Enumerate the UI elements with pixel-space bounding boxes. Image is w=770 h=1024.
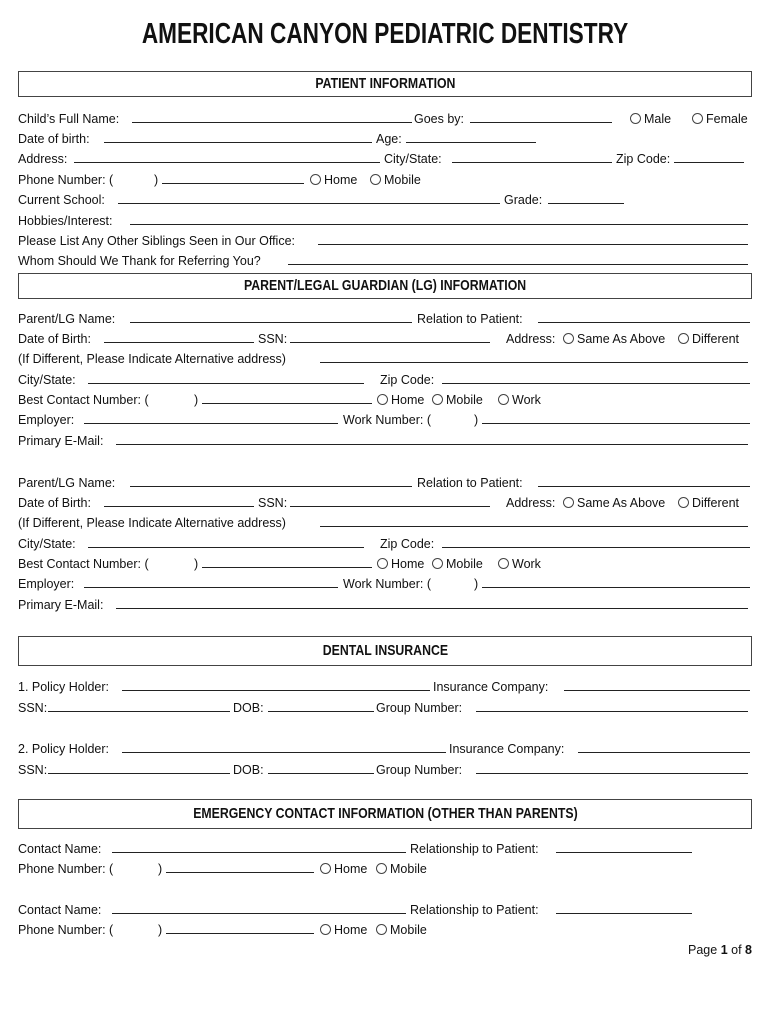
child-zip-field[interactable] <box>674 150 744 163</box>
row-address: Address: City/State: Zip Code: <box>18 150 752 168</box>
parent2-home-option[interactable]: Home <box>377 555 424 573</box>
home-radio-icon[interactable] <box>310 174 321 185</box>
current-school-field[interactable] <box>118 191 500 204</box>
row-parent1-contact: Best Contact Number: ( ) Home Mobile Work <box>18 393 541 407</box>
row-siblings: Please List Any Other Siblings Seen in Our Office: <box>18 232 752 250</box>
policy1-holder-field[interactable] <box>122 678 430 691</box>
mobile-radio-icon[interactable] <box>376 863 387 874</box>
parent2-dob-field[interactable] <box>104 494 254 507</box>
hobbies-field[interactable] <box>130 212 748 225</box>
mobile-radio-icon[interactable] <box>432 394 443 405</box>
row-parent2-employer: Employer: Work Number: ( ) <box>18 575 752 593</box>
emergency1-name-field[interactable] <box>112 840 406 853</box>
row-parent1-city: City/State: Zip Code: <box>18 371 752 389</box>
row-policy2-ids: SSN: DOB: Group Number: <box>18 761 752 779</box>
parent1-contact-field[interactable] <box>202 391 372 404</box>
work-radio-icon[interactable] <box>498 558 509 569</box>
parent2-same-as-above-option[interactable]: Same As Above <box>563 494 665 512</box>
child-phone-mobile-option[interactable]: Mobile <box>370 171 421 189</box>
policy2-company-field[interactable] <box>578 740 750 753</box>
row-parent1-dob: Date of Birth: SSN: Address: Same As Above Different <box>18 332 740 346</box>
parent2-employer-field[interactable] <box>84 575 338 588</box>
parent2-contact-field[interactable] <box>202 555 372 568</box>
page-number: Page 1 of 8 <box>688 943 752 957</box>
mobile-radio-icon[interactable] <box>376 924 387 935</box>
referral-field[interactable] <box>288 252 748 265</box>
home-radio-icon[interactable] <box>320 863 331 874</box>
parent1-email-field[interactable] <box>116 432 748 445</box>
row-policy1-ids: SSN: DOB: Group Number: <box>18 699 752 717</box>
parent1-mobile-option[interactable]: Mobile <box>432 391 483 409</box>
row-parent1-alt-address: (If Different, Please Indicate Alternative address) <box>18 350 752 368</box>
parent2-zip-field[interactable] <box>442 535 750 548</box>
parent2-name-field[interactable] <box>130 474 412 487</box>
parent1-same-as-above-option[interactable]: Same As Above <box>563 330 665 348</box>
work-radio-icon[interactable] <box>498 394 509 405</box>
row-emergency2-name: Contact Name: Relationship to Patient: <box>18 901 752 919</box>
child-city-state-field[interactable] <box>452 150 612 163</box>
different-radio-icon[interactable] <box>678 333 689 344</box>
row-emergency1-name: Contact Name: Relationship to Patient: <box>18 840 752 858</box>
parent2-email-field[interactable] <box>116 596 748 609</box>
policy1-dob-field[interactable] <box>268 699 374 712</box>
parent2-ssn-field[interactable] <box>290 494 490 507</box>
row-parent2-alt-address: (If Different, Please Indicate Alternative address) <box>18 514 752 532</box>
parent1-work-option[interactable]: Work <box>498 391 541 409</box>
parent2-different-option[interactable]: Different <box>678 494 739 512</box>
row-parent1-email: Primary E-Mail: <box>18 432 752 450</box>
home-radio-icon[interactable] <box>320 924 331 935</box>
row-dob-age: Date of birth: Age: <box>18 130 752 148</box>
female-option[interactable]: Female <box>692 110 748 128</box>
policy2-dob-field[interactable] <box>268 761 374 774</box>
row-parent2-name: Parent/LG Name: Relation to Patient: <box>18 474 752 492</box>
child-phone-field[interactable] <box>162 171 304 184</box>
row-child-name <box>18 110 752 128</box>
male-option[interactable]: Male <box>630 110 671 128</box>
policy2-holder-field[interactable] <box>122 740 446 753</box>
parent1-different-option[interactable]: Different <box>678 330 739 348</box>
emergency2-phone-field[interactable] <box>166 921 314 934</box>
parent1-name-field[interactable] <box>130 310 412 323</box>
policy2-ssn-field[interactable] <box>48 761 230 774</box>
emergency2-relationship-field[interactable] <box>556 901 692 914</box>
different-radio-icon[interactable] <box>678 497 689 508</box>
parent2-work-number-field[interactable] <box>482 575 750 588</box>
parent2-relation-field[interactable] <box>538 474 750 487</box>
goes-by-field[interactable] <box>470 110 612 123</box>
policy1-ssn-field[interactable] <box>48 699 230 712</box>
parent1-work-number-field[interactable] <box>482 411 750 424</box>
emergency1-mobile-option[interactable]: Mobile <box>376 860 427 878</box>
label-child-full-name: Child’s Full Name: <box>18 112 120 126</box>
parent2-mobile-option[interactable]: Mobile <box>432 555 483 573</box>
row-policy1: 1. Policy Holder: Insurance Company: <box>18 678 752 696</box>
parent1-relation-field[interactable] <box>538 310 750 323</box>
parent1-ssn-field[interactable] <box>290 330 490 343</box>
same-radio-icon[interactable] <box>563 497 574 508</box>
row-parent1-name: Parent/LG Name: Relation to Patient: <box>18 310 752 328</box>
emergency1-home-option[interactable]: Home <box>320 860 367 878</box>
parent1-zip-field[interactable] <box>442 371 750 384</box>
parent1-dob-field[interactable] <box>104 330 254 343</box>
same-radio-icon[interactable] <box>563 333 574 344</box>
row-parent2-email: Primary E-Mail: <box>18 596 752 614</box>
parent1-home-option[interactable]: Home <box>377 391 424 409</box>
section-header-patient: PATIENT INFORMATION <box>18 71 752 97</box>
parent1-alt-address-field[interactable] <box>320 350 748 363</box>
row-parent1-employer: Employer: Work Number: ( ) <box>18 411 752 429</box>
section-header-parent: PARENT/LEGAL GUARDIAN (LG) INFORMATION <box>18 273 752 299</box>
child-phone-home-option[interactable]: Home <box>310 171 357 189</box>
parent1-city-state-field[interactable] <box>88 371 364 384</box>
form-title: AMERICAN CANYON PEDIATRIC DENTISTRY <box>141 18 629 50</box>
child-address-field[interactable] <box>74 150 380 163</box>
parent2-work-option[interactable]: Work <box>498 555 541 573</box>
policy1-company-field[interactable] <box>564 678 750 691</box>
child-full-name-field[interactable] <box>132 110 412 123</box>
parent2-alt-address-field[interactable] <box>320 514 748 527</box>
male-radio-icon[interactable] <box>630 113 641 124</box>
row-referral: Whom Should We Thank for Referring You? <box>18 252 752 270</box>
row-hobbies: Hobbies/Interest: <box>18 212 752 230</box>
child-dob-field[interactable] <box>104 130 372 143</box>
parent2-city-state-field[interactable] <box>88 535 364 548</box>
parent1-employer-field[interactable] <box>84 411 338 424</box>
section-header-emergency: EMERGENCY CONTACT INFORMATION (OTHER THAN PARENTS) <box>18 799 752 829</box>
label-goes-by: Goes by: <box>414 112 465 126</box>
row-emergency1-phone: Phone Number: ( ) Home Mobile <box>18 862 427 876</box>
row-parent2-dob: Date of Birth: SSN: Address: Same As Above Different <box>18 496 740 510</box>
policy1-group-field[interactable] <box>476 699 748 712</box>
siblings-field[interactable] <box>318 232 748 245</box>
mobile-radio-icon[interactable] <box>370 174 381 185</box>
home-radio-icon[interactable] <box>377 394 388 405</box>
home-radio-icon[interactable] <box>377 558 388 569</box>
row-phone: Phone Number: ( ) Home Mobile <box>18 173 421 187</box>
emergency1-relationship-field[interactable] <box>556 840 692 853</box>
row-parent2-contact: Best Contact Number: ( ) Home Mobile Work <box>18 557 541 571</box>
female-radio-icon[interactable] <box>692 113 703 124</box>
row-parent2-city: City/State: Zip Code: <box>18 535 752 553</box>
emergency2-mobile-option[interactable]: Mobile <box>376 921 427 939</box>
child-age-field[interactable] <box>406 130 536 143</box>
emergency2-name-field[interactable] <box>112 901 406 914</box>
emergency1-phone-field[interactable] <box>166 860 314 873</box>
section-header-insurance: DENTAL INSURANCE <box>18 636 752 666</box>
row-school: Current School: Grade: <box>18 191 752 209</box>
grade-field[interactable] <box>548 191 624 204</box>
mobile-radio-icon[interactable] <box>432 558 443 569</box>
policy2-group-field[interactable] <box>476 761 748 774</box>
row-emergency2-phone: Phone Number: ( ) Home Mobile <box>18 923 427 937</box>
row-policy2: 2. Policy Holder: Insurance Company: <box>18 740 752 758</box>
emergency2-home-option[interactable]: Home <box>320 921 367 939</box>
